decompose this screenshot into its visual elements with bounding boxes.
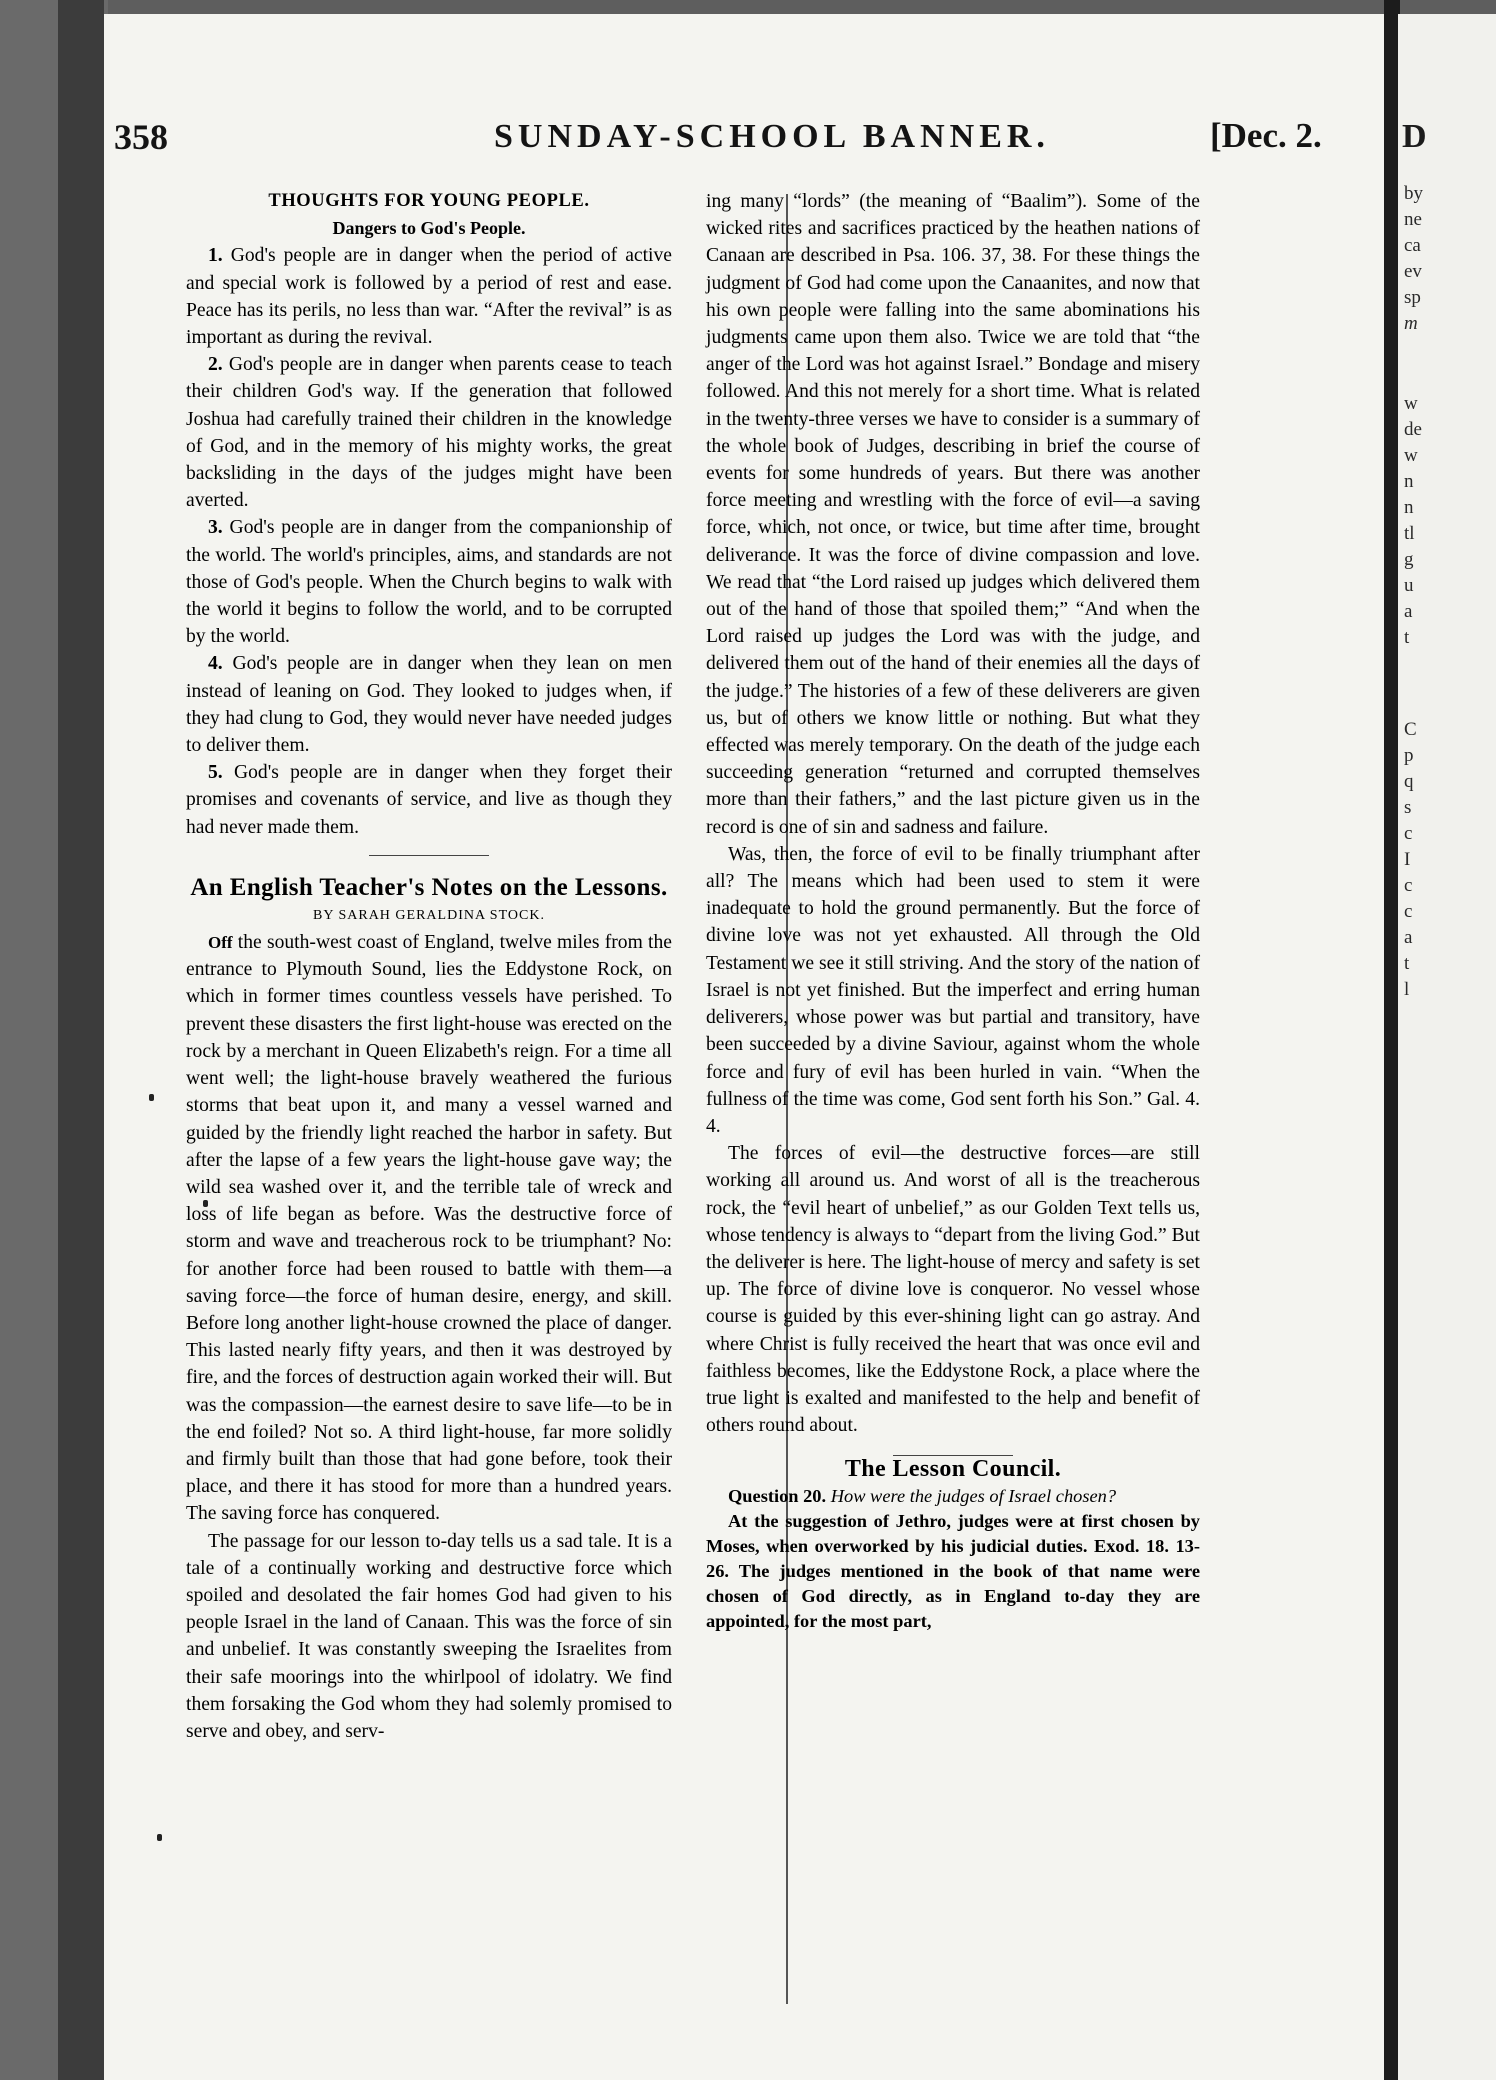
thought-item	[186, 759, 672, 841]
thought-number: 2.	[208, 354, 223, 376]
next-page-fragment: by	[1404, 183, 1423, 204]
next-page-fragment: t	[1404, 953, 1410, 974]
next-page-fragment: a	[1404, 927, 1413, 948]
next-page-fragment: c	[1404, 823, 1413, 844]
thought-item	[186, 351, 672, 514]
thought-number: 4.	[208, 653, 223, 675]
question-text: How were the judges of Israel chosen?	[830, 1485, 1117, 1506]
article-paragraph: The forces of evil—the destructive forces—are still working all around us. And worst of all is the treacherous rock, the “evil heart of unbelief,” as our Golden Text tells us, whose tendency is always to “depart from the living God.” But the deliverer is here. The light-house of mercy and safety is set up. The force of divine love is conqueror. No vessel whose course is guided by this ever-shining light can go astray. And where Christ is fully received the heart that was once evil and faithless becomes, like the Eddystone Rock, a place where the true light is exalted and manifested to the help and benefit of others round about.	[706, 1143, 1200, 1437]
article-title: An English Teacher's Notes on the Lessons.	[190, 873, 668, 901]
thought-item	[186, 650, 672, 759]
thought-number: 1.	[208, 245, 223, 267]
next-page-fragment: tl	[1404, 523, 1415, 544]
next-page-fragment: ca	[1404, 235, 1421, 256]
next-page-fragment: l	[1404, 979, 1410, 1000]
lead-word: Off	[208, 933, 233, 953]
left-column	[186, 188, 672, 1745]
council-question	[706, 1484, 1200, 1509]
thought-number: 5.	[208, 762, 223, 784]
article-byline: BY SARAH GERALDINA STOCK.	[313, 907, 545, 923]
next-page-fragment: s	[1404, 797, 1412, 818]
article-paragraph: ing many “lords” (the meaning of “Baalim”). Some of the wicked rites and sacrifices practiced by the heathen nations of Canaan are described in Psa. 106. 37, 38. For these things the judgment of God had come upon the Canaanites, and now that his own people were falling into the same abominations his judgments came upon them also. Twice we are told that “the anger of the Lord was hot against Israel.” Bondage and misery followed. And this not merely for a short time. What is related in the twenty-three verses we have to consider is a summary of the whole book of Judges, describing in brief the course of events for some hundreds of years. But there was another force meeting and wrestling with the force of evil—a saving force, which, not once, or twice, but time after time, brought deliverance. It was the force of divine compassion and love. We read that “the Lord raised up judges which delivered them out of the hand of those that spoiled them;” “And when the Lord raised up judges the Lord was with the judge, and delivered them out of the hand of their enemies all the days of the judge.” The histories of a few of these deliverers are given us, but of others we know little or nothing. But what they effected was merely temporary. On the death of the judge each succeeding generation “returned and corrupted themselves more than their fathers,” and the last picture given us in the record is one of sin and sadness and failure.	[706, 191, 1200, 838]
next-page-fragment: C	[1404, 719, 1417, 740]
next-page-fragment: sp	[1404, 287, 1421, 308]
binding-shadow	[58, 0, 104, 2080]
thought-text: God's people are in danger from the companionship of the world. The world's principles, aims, and standards are not those of God's people. When the Church begins to walk with the world it begins to follow the world, and to be corrupted by the world.	[186, 517, 672, 648]
next-page-fragment: I	[1404, 849, 1411, 870]
thoughts-subtitle: Dangers to God's People.	[332, 218, 526, 239]
article-paragraph: The passage for our lesson to-day tells us a sad tale. It is a tale of a continually working and destructive force which spoiled and desolated the fair homes God had given to his people Israel in the land of Canaan. This was the force of sin and unbelief. It was constantly sweeping the Israelites from their safe moorings into the whirlpool of idolatry. We find them forsaking the God whom they had solemly promised to serve and obey, and serv-	[186, 1530, 672, 1742]
council-title: The Lesson Council.	[844, 1456, 1062, 1483]
next-page-fragment: a	[1404, 601, 1413, 622]
next-page-edge	[1398, 14, 1496, 2080]
next-page-fragment: w	[1404, 393, 1418, 414]
scan-speck	[149, 1094, 154, 1101]
scan-speck	[157, 1834, 162, 1841]
header-date: [Dec. 2.	[1210, 116, 1322, 155]
council-answer: At the suggestion of Jethro, judges were at first chosen by Moses, when overworked by his judicial duties. Exod. 18. 13-26. The judges mentioned in the book of that name were chosen of God directly, as in England to-day they are appointed, for the most part,	[706, 1510, 1200, 1631]
next-page-fragment: ne	[1404, 209, 1422, 230]
question-label: Question 20.	[728, 1485, 827, 1506]
thought-item	[186, 242, 672, 351]
thought-text: God's people are in danger when parents cease to teach their children God's way. If the generation that followed Joshua had carefully trained their children in the knowledge of God, and in the memory of his mighty works, the great backsliding in the days of the judges might have been averted.	[186, 354, 672, 512]
next-page-fragment: c	[1404, 901, 1413, 922]
next-page-fragment: u	[1404, 575, 1414, 596]
next-page-fragment: n	[1404, 497, 1414, 518]
next-page-fragment: de	[1404, 419, 1422, 440]
running-head: SUNDAY-SCHOOL BANNER.	[494, 118, 1050, 155]
next-page-running-letter: D	[1402, 118, 1427, 155]
thought-text: God's people are in danger when the period of active and special work is followed by a period of rest and ease. Peace has its perils, no less than war. “After the revival” is as important as during the revival.	[186, 245, 672, 349]
next-page-fragment: p	[1404, 745, 1414, 766]
page-number: 358	[114, 117, 168, 157]
article-paragraph	[186, 929, 672, 1527]
paragraph-text: the south-west coast of England, twelve miles from the entrance to Plymouth Sound, lies the Eddystone Rock, on which in former times countless vessels have perished. To prevent these disasters the first light-house was erected on the rock by a merchant in Queen Elizabeth's reign. For a time all went well; the light-house bravely weathered the furious storms that beat upon it, and many a vessel warned and guided by the friendly light reached the harbor in safety. But after the lapse of a few years the light-house gave way; the wild sea washed over it, and the terrible tale of wreck and loss of life began as before. Was the destructive force of storm and wave and treacherous rock to be triumphant? No: for another force had been roused to battle with them—a saving force—the force of human desire, energy, and skill. Before long another light-house crowned the place of danger. This lasted nearly fifty years, and then it was destroyed by fire, and the forces of destruction again worked their will. But was the compassion—the earnest desire to save life—to be in the end foiled? Not so. A third light-house, far more solidly and firmly built than those that had gone before, took their place, and there it has stood for more than a hundred years. The saving force has conquered.	[186, 932, 672, 1525]
next-page-fragment: ev	[1404, 261, 1422, 282]
article-paragraph: Was, then, the force of evil to be finally triumphant after all? The means which had been used to stem it were inadequate to hold the ground permanently. But the force of divine love was not yet exhausted. All through the Old Testament we see it still striving. And the story of the nation of Israel is not yet finished. But the imperfect and erring human deliverers, whose power was but partial and transitory, have been succeeded by a divine Saviour, against whom the whole force and fury of evil has been hurled in vain. “When the fullness of the time was come, God sent forth his Son.” Gal. 4. 4.	[706, 843, 1200, 1137]
next-page-fragment: c	[1404, 875, 1413, 896]
thought-number: 3.	[208, 517, 223, 539]
next-page-fragment: m	[1404, 313, 1418, 334]
section-divider	[369, 855, 489, 856]
next-page-fragment: t	[1404, 627, 1410, 648]
next-page-fragment: n	[1404, 471, 1414, 492]
next-page-fragment: w	[1404, 445, 1418, 466]
thought-text: God's people are in danger when they lean on men instead of leaning on God. They looked to judges when, if they had clung to God, they would never have needed judges to deliver them.	[186, 653, 672, 757]
page-header	[104, 112, 1388, 162]
next-page-fragment: g	[1404, 549, 1414, 570]
right-column	[706, 188, 1200, 1634]
thoughts-title: THOUGHTS FOR YOUNG PEOPLE.	[268, 191, 590, 211]
thought-item	[186, 514, 672, 650]
thought-text: God's people are in danger when they forget their promises and covenants of service, and live as though they had never made them.	[186, 762, 672, 838]
next-page-fragment: q	[1404, 771, 1414, 792]
